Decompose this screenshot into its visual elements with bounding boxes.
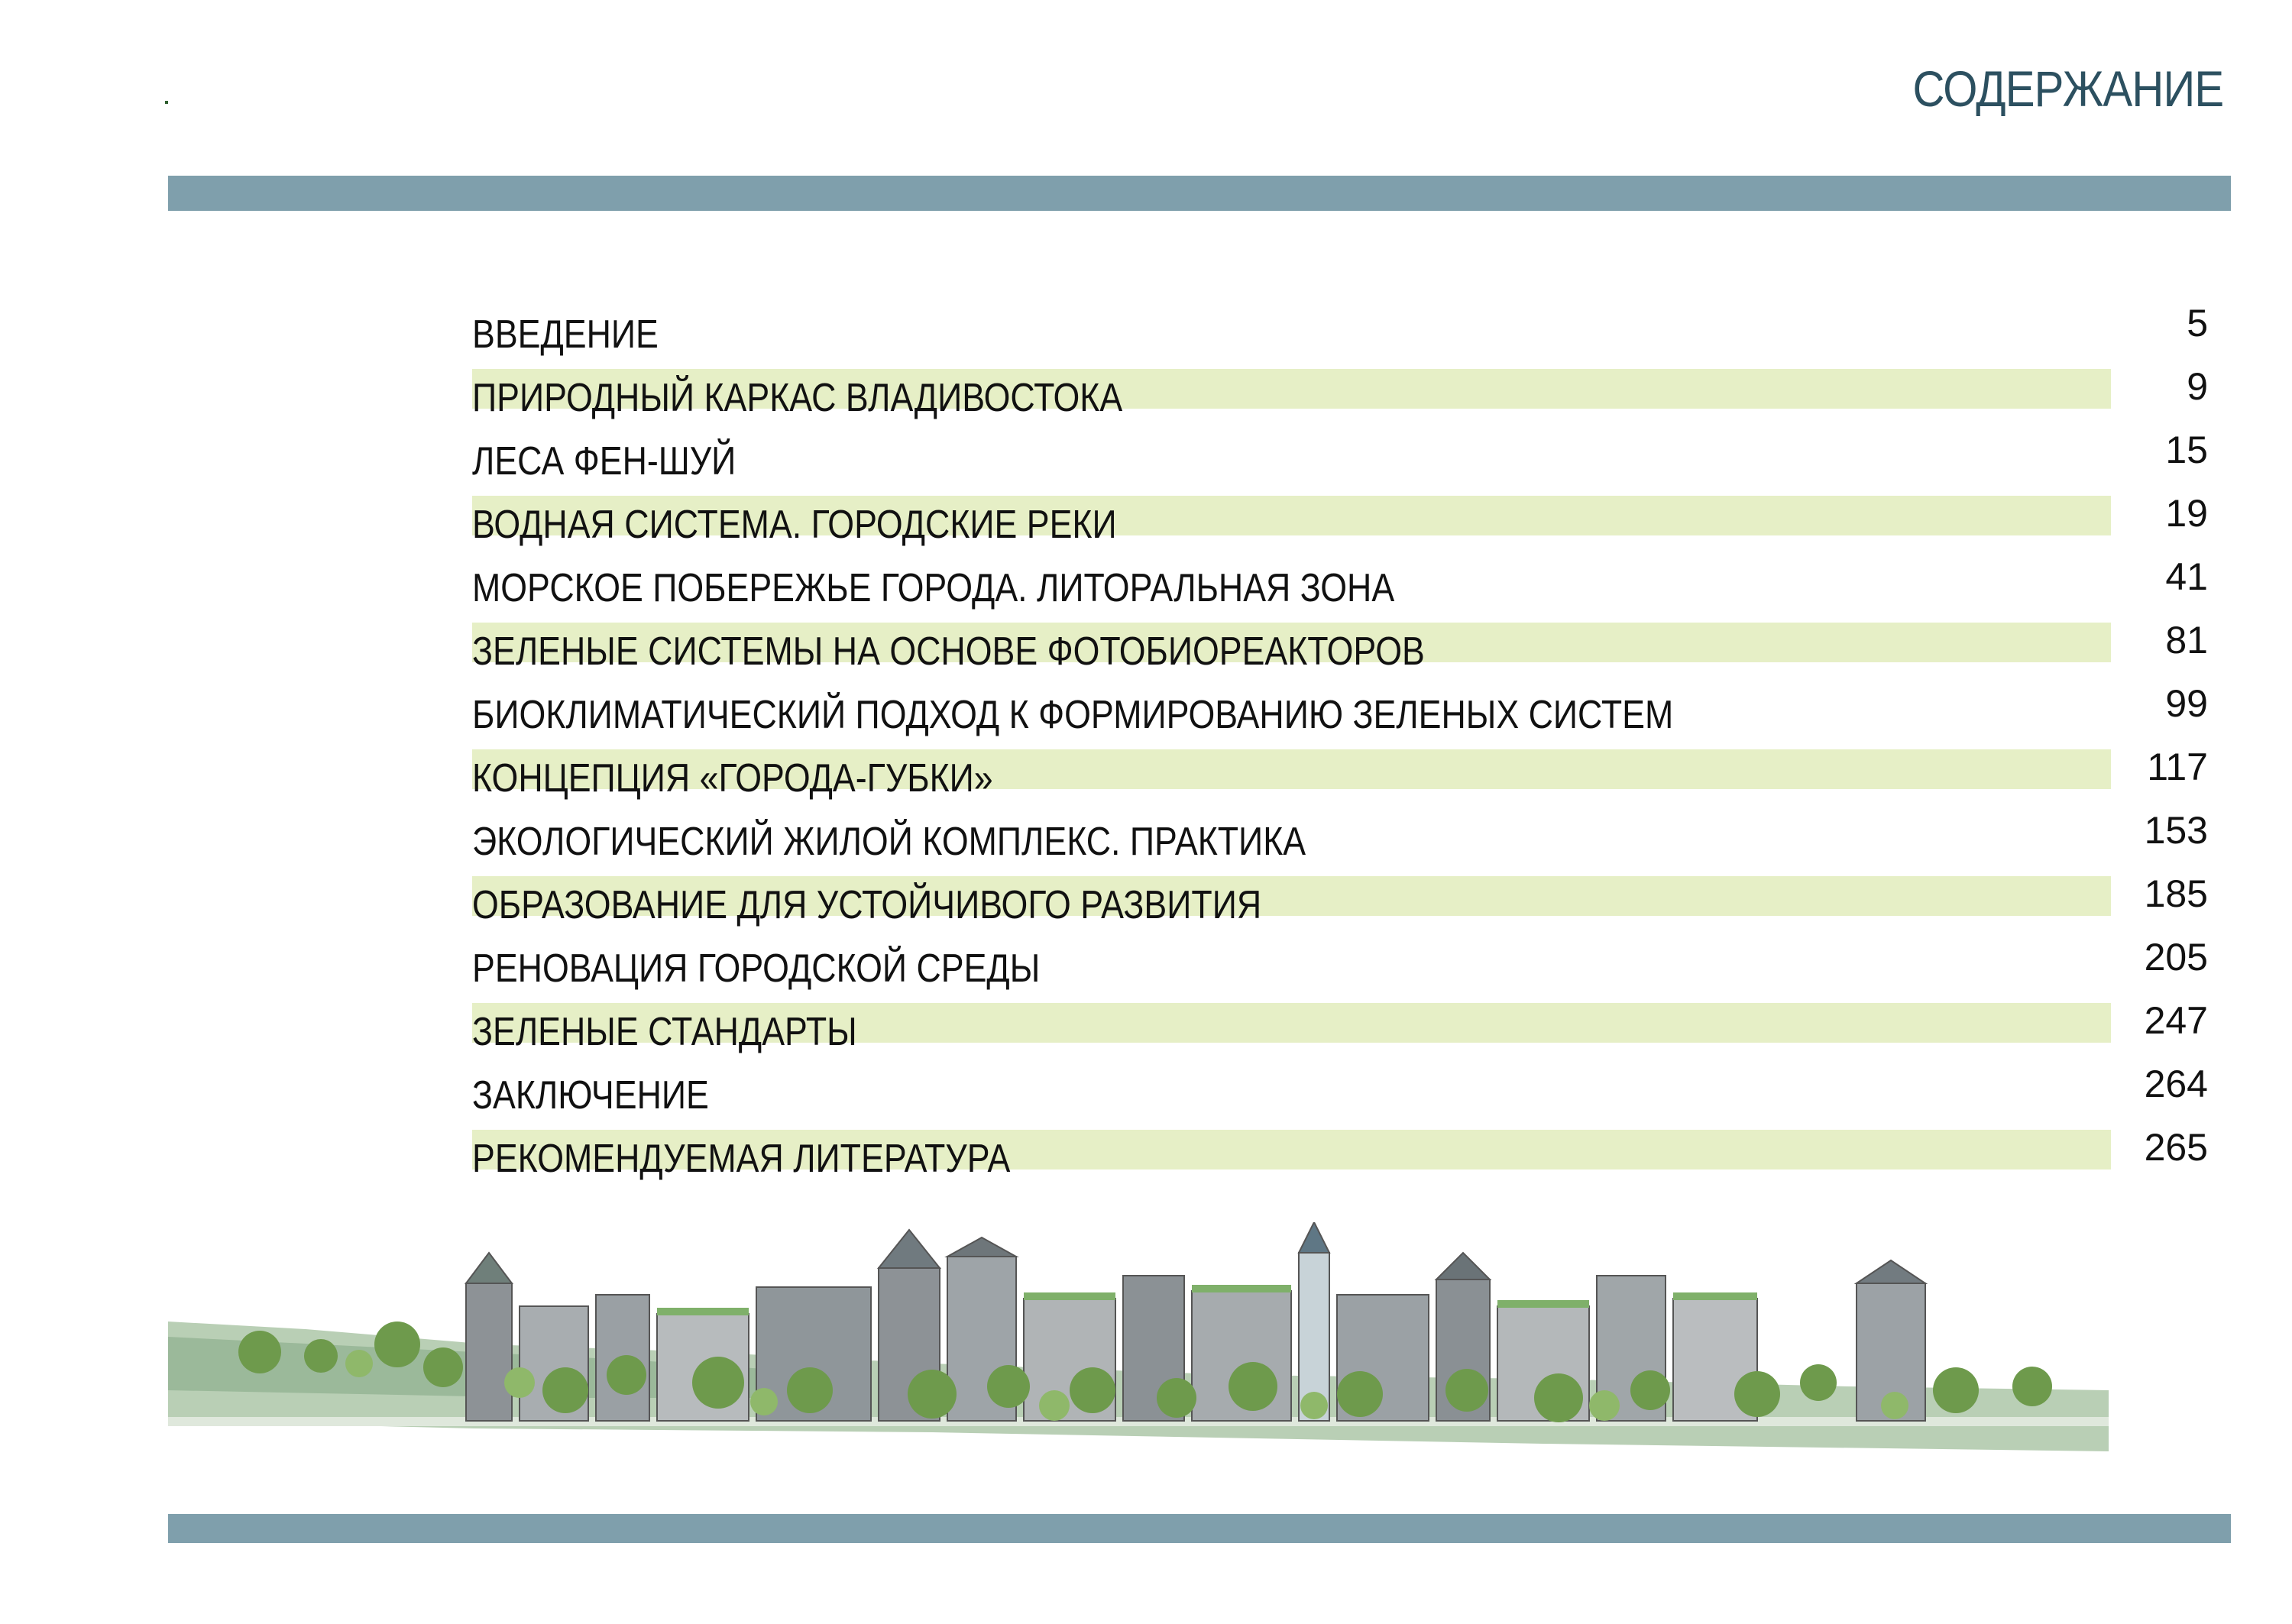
toc-row[interactable] <box>472 619 2208 674</box>
toc-entry-title: КОНЦЕПЦИЯ «ГОРОДА-ГУБКИ» <box>472 756 993 801</box>
toc-entry-title: ЛЕСА ФЕН-ШУЙ <box>472 439 736 484</box>
toc-page-number: 264 <box>2144 1063 2208 1105</box>
toc-entry-title: БИОКЛИМАТИЧЕСКИЙ ПОДХОД К ФОРМИРОВАНИЮ ЗЕЛЕНЫХ СИСТЕМ <box>472 693 1674 737</box>
toc-page-number: 247 <box>2144 999 2208 1042</box>
toc-page-number: 153 <box>2144 809 2208 852</box>
toc-page-number: 19 <box>2165 492 2208 535</box>
page-title: СОДЕРЖАНИЕ <box>1912 60 2223 117</box>
toc-page-number: 117 <box>2147 746 2208 788</box>
toc-page-number: 15 <box>2165 429 2208 471</box>
toc-entry-title: РЕКОМЕНДУЕМАЯ ЛИТЕРАТУРА <box>472 1137 1011 1181</box>
toc-row[interactable] <box>472 1126 2208 1181</box>
toc-row[interactable] <box>472 936 2208 991</box>
toc-entry-title: ОБРАЗОВАНИЕ ДЛЯ УСТОЙЧИВОГО РАЗВИТИЯ <box>472 883 1262 927</box>
footer-accent-bar <box>168 1514 2231 1543</box>
toc-row[interactable] <box>472 682 2208 737</box>
toc-entry-title: ВВЕДЕНИЕ <box>472 312 659 357</box>
toc-entry-title: ВОДНАЯ СИСТЕМА. ГОРОДСКИЕ РЕКИ <box>472 503 1117 547</box>
toc-entry-title: ЗЕЛЕНЫЕ СИСТЕМЫ НА ОСНОВЕ ФОТОБИОРЕАКТОРОВ <box>472 629 1425 674</box>
toc-entry-title: ЗАКЛЮЧЕНИЕ <box>472 1073 709 1118</box>
toc-page-number: 41 <box>2165 555 2208 598</box>
toc-page-number: 99 <box>2165 682 2208 725</box>
toc-row[interactable] <box>472 1063 2208 1118</box>
toc-row[interactable] <box>472 999 2208 1054</box>
toc-row[interactable] <box>472 872 2208 927</box>
toc-page-number: 5 <box>2187 302 2208 345</box>
toc-entry-title: МОРСКОЕ ПОБЕРЕЖЬЕ ГОРОДА. ЛИТОРАЛЬНАЯ ЗОНА <box>472 566 1395 610</box>
city-skyline-illustration <box>168 1222 2109 1482</box>
toc-row[interactable] <box>472 555 2208 610</box>
toc-row[interactable] <box>472 429 2208 484</box>
toc-row[interactable] <box>472 365 2208 420</box>
toc-entry-title: ЭКОЛОГИЧЕСКИЙ ЖИЛОЙ КОМПЛЕКС. ПРАКТИКА <box>472 820 1306 864</box>
toc-row[interactable] <box>472 746 2208 801</box>
toc-row[interactable] <box>472 492 2208 547</box>
toc-entry-title: ПРИРОДНЫЙ КАРКАС ВЛАДИВОСТОКА <box>472 376 1123 420</box>
toc-page-number: 185 <box>2144 872 2208 915</box>
toc-entry-title: ЗЕЛЕНЫЕ СТАНДАРТЫ <box>472 1010 857 1054</box>
toc-page-number: 9 <box>2187 365 2208 408</box>
toc-row[interactable] <box>472 302 2208 357</box>
toc-row[interactable] <box>472 809 2208 864</box>
toc-entry-title: РЕНОВАЦИЯ ГОРОДСКОЙ СРЕДЫ <box>472 946 1041 991</box>
toc-page-number: 81 <box>2165 619 2208 662</box>
toc-page-number: 265 <box>2144 1126 2208 1169</box>
toc-page-number: 205 <box>2144 936 2208 979</box>
